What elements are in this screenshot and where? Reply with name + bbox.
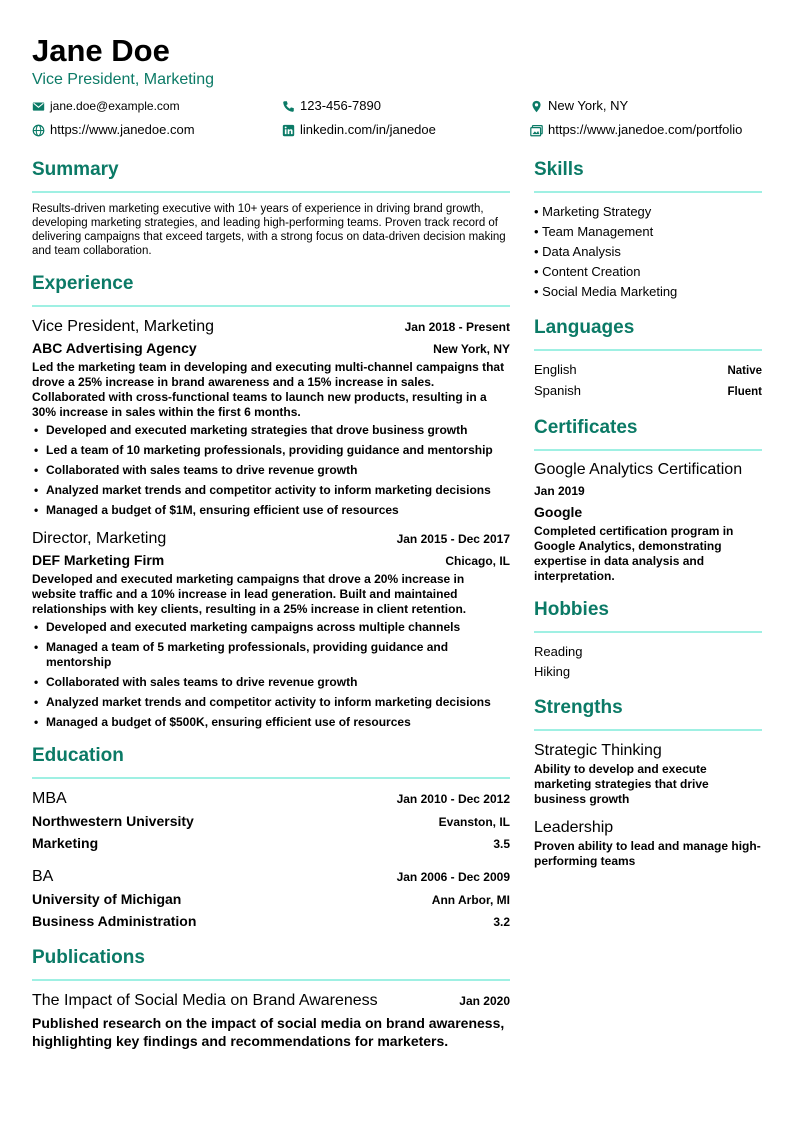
left-column bbox=[32, 158, 510, 1064]
job-bullet: • Collaborated with sales teams to drive revenue growth bbox=[32, 463, 510, 478]
skills-list bbox=[534, 202, 762, 302]
certificates-heading: Certificates bbox=[534, 416, 762, 451]
gpa: 3.2 bbox=[493, 915, 510, 929]
hobbies-heading: Hobbies bbox=[534, 598, 762, 633]
language-name: English bbox=[534, 362, 577, 377]
job-description: Developed and executed marketing campaigns that drove a 20% increase in website traffic and a 10% increase in lead generation. Built and maintained relationships with key clients, resulting in a 25% increase in client retention. bbox=[32, 572, 467, 616]
language-level: Native bbox=[727, 365, 762, 377]
education-entry bbox=[32, 866, 510, 932]
job-bullet: • Managed a budget of $1M, ensuring efficient use of resources bbox=[32, 503, 510, 518]
certificate-issuer: Google bbox=[534, 504, 583, 520]
job-bullet: • Analyzed market trends and competitor activity to inform marketing decisions bbox=[32, 695, 510, 710]
school-location: Ann Arbor, MI bbox=[431, 893, 510, 907]
degree: MBA bbox=[32, 790, 67, 807]
education-section bbox=[32, 744, 510, 932]
education-entry bbox=[32, 788, 510, 854]
field-of-study: Business Administration bbox=[32, 913, 197, 929]
job-bullet: • Collaborated with sales teams to drive revenue growth bbox=[32, 675, 510, 690]
publication-description: Published research on the impact of social media on brand awareness, highlighting key findings and recommendations for marketers. bbox=[32, 1015, 505, 1049]
job-bullet: • Analyzed market trends and competitor activity to inform marketing decisions bbox=[32, 483, 510, 498]
hobbies-section bbox=[534, 598, 762, 682]
strength-name: Strategic Thinking bbox=[534, 742, 662, 759]
school-location: Evanston, IL bbox=[438, 815, 510, 829]
languages-section bbox=[534, 316, 762, 402]
experience-heading: Experience bbox=[32, 272, 510, 307]
publications-section bbox=[32, 946, 510, 1050]
degree: BA bbox=[32, 868, 54, 885]
location-pin-icon bbox=[530, 100, 543, 113]
contact-website[interactable] bbox=[32, 122, 195, 138]
education-dates: Jan 2010 - Dec 2012 bbox=[396, 792, 510, 806]
language-level: Fluent bbox=[727, 386, 762, 398]
job-location: New York, NY bbox=[433, 342, 510, 356]
job-bullet: • Led a team of 10 marketing professionals, providing guidance and mentorship bbox=[32, 443, 510, 458]
strengths-section bbox=[534, 696, 762, 869]
skills-heading: Skills bbox=[534, 158, 762, 193]
job-bullet: • Managed a budget of $500K, ensuring efficient use of resources bbox=[32, 715, 510, 730]
language-item bbox=[534, 381, 762, 402]
publications-heading: Publications bbox=[32, 946, 510, 981]
strength-entry bbox=[534, 817, 762, 869]
phone-text: 123-456-7890 bbox=[300, 98, 381, 113]
website-link[interactable]: https://www.janedoe.com bbox=[50, 122, 195, 137]
job-bullets bbox=[32, 423, 510, 518]
candidate-title: Vice President, Marketing bbox=[32, 71, 215, 88]
job-company: ABC Advertising Agency bbox=[32, 340, 197, 356]
publication-date: Jan 2020 bbox=[459, 994, 510, 1008]
certificate-description: Completed certification program in Google Analytics, demonstrating expertise in data analysis and interpretation. bbox=[534, 524, 734, 583]
education-heading: Education bbox=[32, 744, 510, 779]
skills-section bbox=[534, 158, 762, 302]
linkedin-link[interactable]: linkedin.com/in/janedoe bbox=[300, 122, 436, 137]
certificate-date: Jan 2019 bbox=[534, 484, 585, 498]
summary-section bbox=[32, 158, 510, 258]
email-icon bbox=[32, 100, 45, 113]
job-company: DEF Marketing Firm bbox=[32, 552, 165, 568]
publication-entry bbox=[32, 990, 510, 1050]
publication-title: The Impact of Social Media on Brand Awareness bbox=[32, 992, 378, 1009]
skill-item: • Team Management bbox=[534, 224, 654, 239]
contact-portfolio[interactable] bbox=[530, 122, 742, 138]
job-title: Director, Marketing bbox=[32, 530, 167, 547]
job-bullet: • Developed and executed marketing campaigns across multiple channels bbox=[32, 620, 510, 635]
location-text: New York, NY bbox=[548, 98, 629, 113]
summary-text: Results-driven marketing executive with 10+ years of experience in driving brand growth, developing marketing strategies, and leading high-performing teams. Proven track record of delivering campaigns that exceed targets, with a strong focus on data-driven decision making and team collaboration. bbox=[32, 203, 506, 257]
strengths-heading: Strengths bbox=[534, 696, 762, 731]
strength-entry bbox=[534, 740, 762, 807]
gpa: 3.5 bbox=[493, 837, 510, 851]
job-entry bbox=[32, 528, 510, 730]
field-of-study: Marketing bbox=[32, 835, 99, 851]
certificates-section bbox=[534, 416, 762, 584]
linkedin-icon bbox=[282, 124, 295, 137]
portfolio-link[interactable]: https://www.janedoe.com/portfolio bbox=[548, 122, 743, 137]
phone-icon bbox=[282, 100, 295, 113]
job-location: Chicago, IL bbox=[445, 554, 510, 568]
school-name: University of Michigan bbox=[32, 891, 182, 907]
certificate-entry bbox=[534, 460, 762, 584]
hobby-item: Hiking bbox=[534, 664, 571, 679]
education-dates: Jan 2006 - Dec 2009 bbox=[396, 870, 510, 884]
school-name: Northwestern University bbox=[32, 813, 194, 829]
contact-email[interactable] bbox=[32, 98, 180, 114]
hobby-item: Reading bbox=[534, 644, 583, 659]
job-bullets bbox=[32, 620, 510, 730]
job-dates: Jan 2015 - Dec 2017 bbox=[396, 532, 510, 546]
languages-heading: Languages bbox=[534, 316, 762, 351]
email-text: jane.doe@example.com bbox=[50, 99, 180, 113]
candidate-name: Jane Doe bbox=[32, 33, 170, 68]
job-dates: Jan 2018 - Present bbox=[404, 320, 510, 334]
right-column bbox=[534, 158, 762, 883]
job-bullet: • Managed a team of 5 marketing professionals, providing guidance and mentorship bbox=[32, 640, 510, 670]
job-bullet: • Developed and executed marketing strategies that drove business growth bbox=[32, 423, 510, 438]
job-entry bbox=[32, 316, 510, 518]
strength-description: Proven ability to lead and manage high-performing teams bbox=[534, 839, 761, 868]
certificate-name: Google Analytics Certification bbox=[534, 461, 743, 478]
globe-icon bbox=[32, 124, 45, 137]
job-title: Vice President, Marketing bbox=[32, 318, 215, 335]
portfolio-icon bbox=[530, 124, 543, 137]
contact-location bbox=[530, 98, 628, 114]
contact-linkedin[interactable] bbox=[282, 122, 436, 138]
strength-name: Leadership bbox=[534, 819, 614, 836]
contact-phone[interactable] bbox=[282, 98, 381, 114]
job-description: Led the marketing team in developing and executing multi-channel campaigns that drove a 25% increase in brand awareness and a 15% increase in sales. Collaborated with cross-functional teams to launch new products, resulting in a 30% increase in sales within the first 6 months. bbox=[32, 360, 505, 419]
skill-item: • Data Analysis bbox=[534, 244, 621, 259]
skill-item: • Social Media Marketing bbox=[534, 284, 678, 299]
experience-section bbox=[32, 272, 510, 730]
summary-heading: Summary bbox=[32, 158, 510, 193]
skill-item: • Marketing Strategy bbox=[534, 204, 652, 219]
strength-description: Ability to develop and execute marketing strategies that drive business growth bbox=[534, 762, 709, 806]
language-name: Spanish bbox=[534, 383, 581, 398]
skill-item: • Content Creation bbox=[534, 264, 641, 279]
language-item bbox=[534, 360, 762, 381]
